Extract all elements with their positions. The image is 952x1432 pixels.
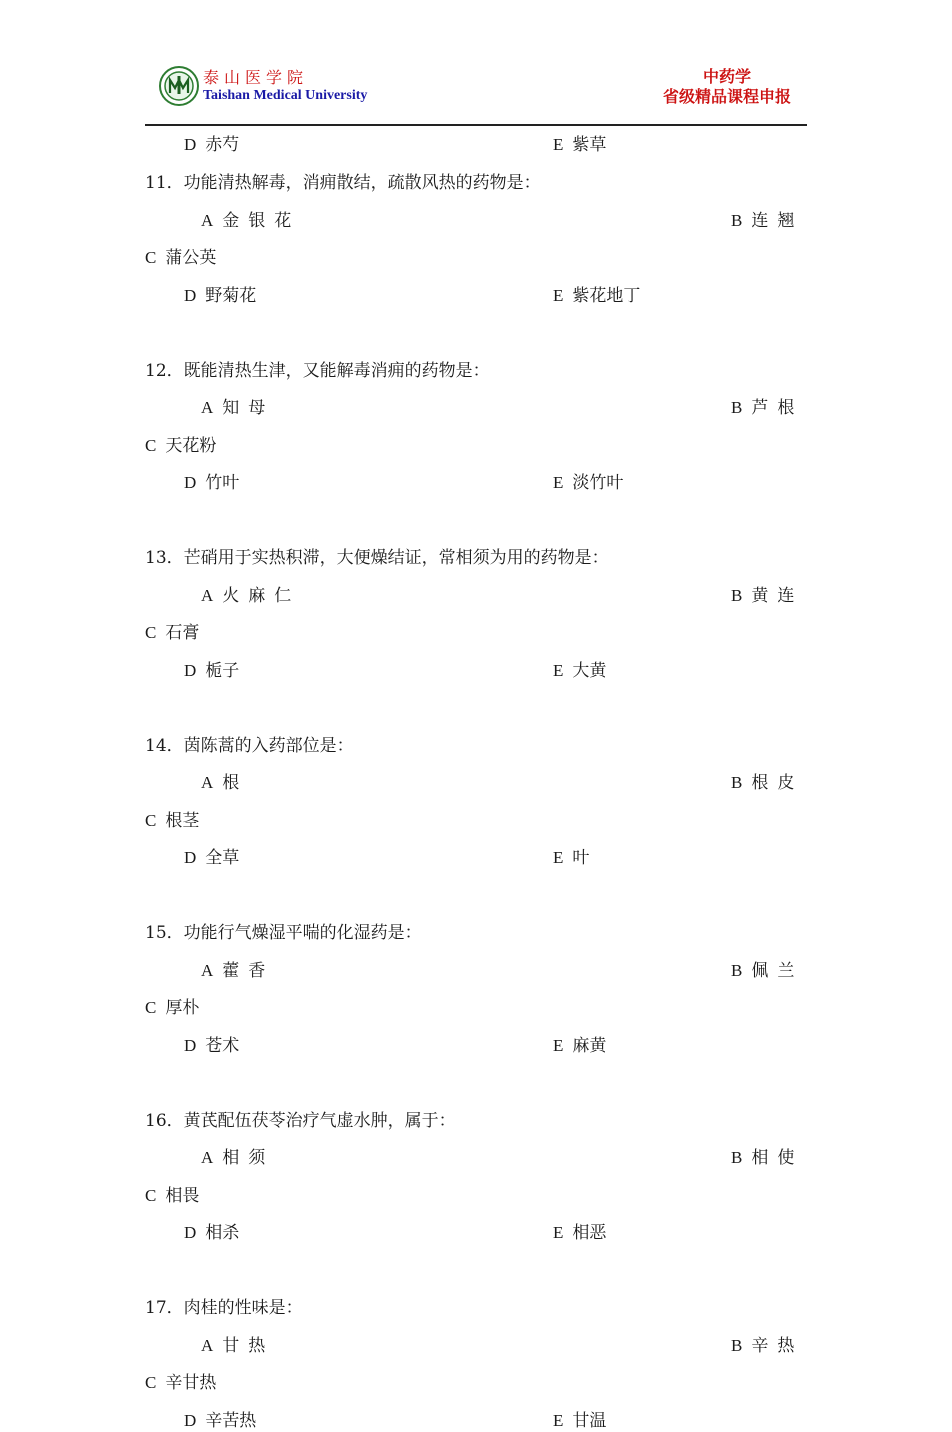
option-c	[145, 435, 216, 457]
option-letter: B	[731, 398, 743, 417]
option-text: 金银花	[222, 210, 301, 231]
option-letter: E	[553, 1035, 564, 1055]
option-text: 紫草	[572, 135, 607, 155]
option-c	[145, 1372, 216, 1394]
option-d	[184, 847, 239, 869]
option-text: 石膏	[165, 623, 200, 643]
option-a	[201, 210, 300, 232]
option-d	[184, 472, 239, 494]
option-text: 黄连	[751, 585, 804, 606]
option-c	[145, 1185, 199, 1207]
option-text: 苍术	[205, 1035, 240, 1056]
university-logo-icon	[159, 66, 199, 106]
option-text: 麻黄	[572, 1035, 607, 1056]
option-a	[201, 397, 274, 419]
option-text: 辛热	[751, 1335, 804, 1356]
option-letter: A	[201, 398, 214, 417]
option-c	[145, 810, 199, 832]
option-letter: E	[553, 473, 564, 492]
option-text: 相畏	[165, 1185, 200, 1206]
school-name-en: Taishan Medical University	[203, 88, 368, 103]
option-letter: D	[184, 135, 197, 154]
option-a	[201, 772, 248, 794]
question-stem: 17．肉桂的性味是：	[145, 1298, 303, 1318]
option-letter: C	[145, 435, 157, 455]
option-letter: D	[184, 1223, 197, 1242]
option-letter: A	[201, 1335, 214, 1355]
option-text: 相须	[222, 1148, 275, 1168]
option-text: 天花粉	[165, 435, 217, 456]
option-text: 竹叶	[205, 473, 240, 493]
option-text: 蒲公英	[165, 248, 217, 268]
option-letter: C	[145, 623, 157, 642]
option-c	[145, 997, 199, 1019]
option-letter: B	[731, 585, 743, 605]
option-letter: E	[553, 1410, 564, 1430]
course-title-line1: 中药学	[702, 67, 751, 86]
option-text: 相杀	[205, 1223, 240, 1243]
option-text: 相恶	[572, 1223, 607, 1243]
option-c	[145, 247, 216, 269]
option-letter: A	[201, 960, 214, 980]
option-text: 甘温	[572, 1410, 607, 1431]
option-text: 赤芍	[205, 135, 240, 155]
option-letter: B	[731, 1148, 743, 1167]
option-d	[184, 1410, 256, 1432]
option-text: 芦根	[751, 398, 804, 418]
option-a	[201, 1147, 274, 1169]
school-name-cn: 泰山医学院	[203, 68, 309, 87]
option-a	[201, 1335, 274, 1357]
option-c	[145, 622, 199, 644]
option-e	[553, 660, 606, 682]
option-text: 甘热	[222, 1335, 275, 1356]
option-letter: E	[553, 1223, 564, 1242]
option-a	[201, 960, 274, 982]
option-text: 厚朴	[165, 998, 200, 1018]
option-e	[553, 847, 589, 869]
option-letter: C	[145, 1373, 157, 1392]
option-d	[184, 285, 256, 307]
question-stem: 12．既能清热生津，又能解毒消痈的药物是：	[145, 360, 490, 381]
option-text: 叶	[572, 848, 590, 868]
option-letter: C	[145, 998, 157, 1017]
option-text: 相使	[751, 1148, 804, 1168]
option-e	[553, 285, 640, 307]
option-letter: D	[184, 285, 197, 305]
option-d	[184, 1035, 239, 1057]
option-b	[731, 772, 803, 794]
option-text: 大黄	[572, 660, 607, 681]
option-letter: D	[184, 848, 197, 867]
option-letter: C	[145, 1185, 157, 1205]
option-letter: B	[731, 773, 743, 792]
option-b	[731, 1335, 803, 1357]
question-stem: 15．功能行气燥湿平喘的化湿药是：	[145, 923, 422, 943]
option-text: 佩兰	[751, 960, 804, 981]
option-e	[553, 1410, 606, 1432]
option-letter: A	[201, 773, 214, 792]
option-b	[731, 960, 803, 982]
question-stem: 13．芒硝用于实热积滞，大便燥结证，常相须为用的药物是：	[145, 548, 609, 568]
option-d	[184, 1222, 239, 1244]
option-text: 连翘	[751, 210, 804, 231]
option-letter: D	[184, 1035, 197, 1055]
option-text: 根茎	[165, 810, 200, 831]
option-letter: E	[553, 135, 564, 154]
question-stem: 14．茵陈蒿的入药部位是：	[145, 735, 354, 756]
option-text: 根皮	[751, 773, 804, 793]
option-text: 根	[222, 773, 249, 793]
option-letter: E	[553, 285, 564, 305]
option-b	[731, 1147, 803, 1169]
header-divider	[145, 124, 807, 126]
option-letter: E	[553, 848, 564, 867]
option-e	[553, 1222, 606, 1244]
page-header	[145, 62, 807, 124]
option-letter: D	[184, 660, 197, 680]
option-e	[553, 472, 623, 494]
option-letter: B	[731, 210, 743, 230]
option-text: 紫花地丁	[572, 285, 641, 306]
option-d	[184, 134, 239, 156]
option-text: 野菊花	[205, 285, 257, 306]
option-letter: D	[184, 473, 197, 492]
option-text: 辛苦热	[205, 1410, 257, 1431]
option-letter: E	[553, 660, 564, 680]
option-text: 淡竹叶	[572, 473, 624, 493]
option-text: 知母	[222, 398, 275, 418]
option-letter: A	[201, 1148, 214, 1167]
option-text: 藿香	[222, 960, 275, 981]
option-text: 栀子	[205, 660, 240, 681]
option-letter: C	[145, 810, 157, 830]
option-b	[731, 585, 803, 607]
option-letter: A	[201, 585, 214, 605]
course-title-line2: 省级精品课程申报	[662, 87, 791, 106]
option-letter: B	[731, 960, 743, 980]
option-letter: A	[201, 210, 214, 230]
option-d	[184, 660, 239, 682]
question-stem: 11．功能清热解毒，消痈散结，疏散风热的药物是：	[145, 173, 541, 193]
option-a	[201, 585, 300, 607]
option-b	[731, 397, 803, 419]
option-text: 辛甘热	[165, 1373, 217, 1393]
option-e	[553, 1035, 606, 1057]
option-letter: C	[145, 248, 157, 267]
course-title	[663, 67, 791, 107]
option-letter: D	[184, 1410, 197, 1430]
option-b	[731, 210, 803, 232]
option-text: 全草	[205, 848, 240, 868]
option-letter: B	[731, 1335, 743, 1355]
option-e	[553, 134, 606, 156]
option-text: 火麻仁	[222, 585, 301, 606]
question-stem: 16．黄芪配伍茯苓治疗气虚水肿，属于：	[145, 1110, 456, 1131]
